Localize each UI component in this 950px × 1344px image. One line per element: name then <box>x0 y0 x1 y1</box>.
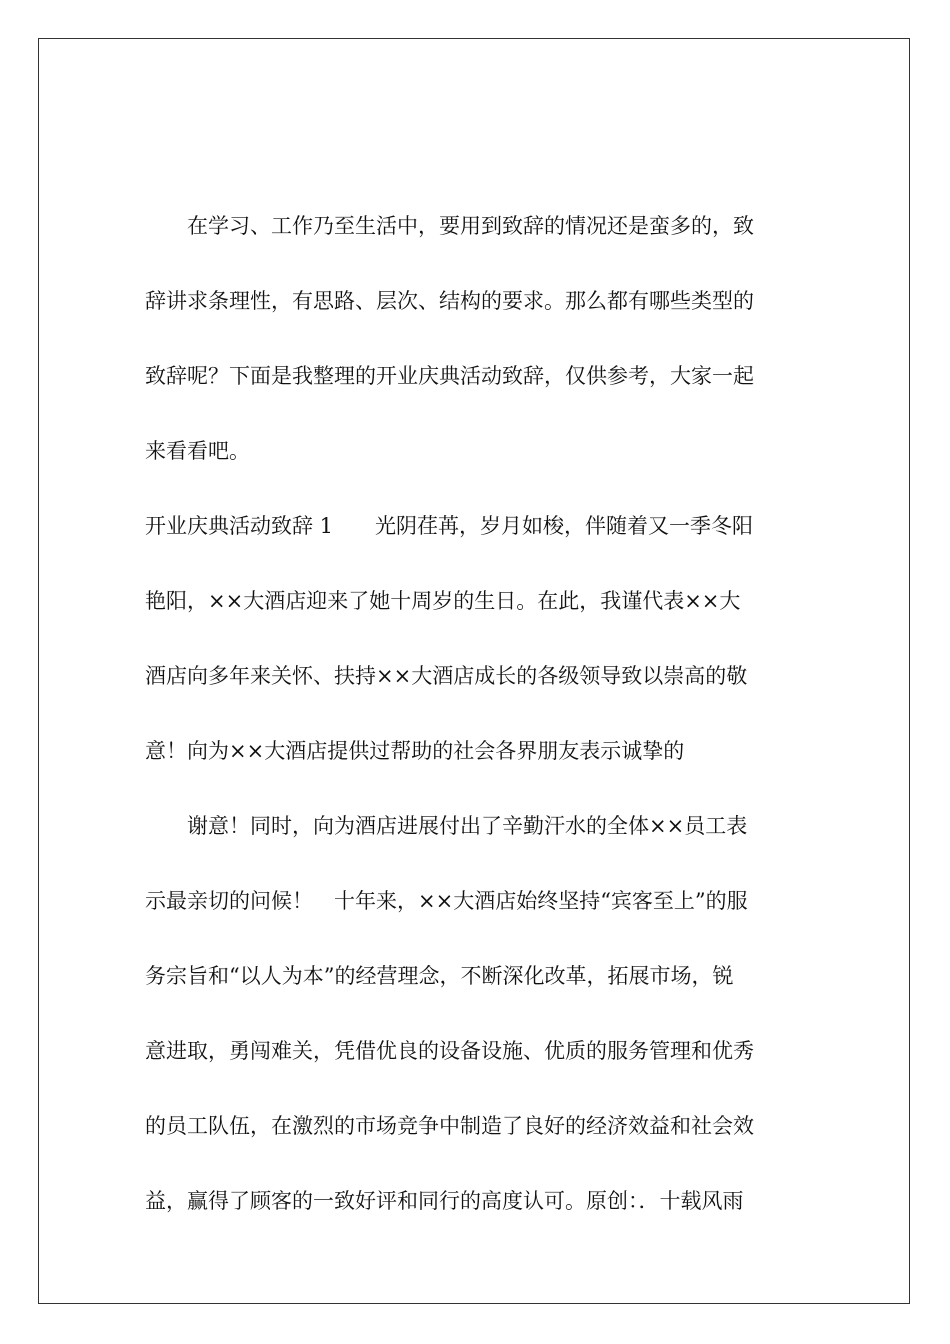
body-line-8: 的员工队伍，在激烈的市场竞争中制造了良好的经济效益和社会效 <box>145 1114 754 1138</box>
intro-line-4: 来看看吧。 <box>145 439 250 463</box>
body-line-3: 意！向为××大酒店提供过帮助的社会各界朋友表示诚挚的 <box>145 739 685 763</box>
intro-line-2: 辞讲求条理性，有思路、层次、结构的要求。那么都有哪些类型的 <box>145 289 754 313</box>
body-line-2: 酒店向多年来关怀、扶持××大酒店成长的各级领导致以崇高的敬 <box>145 664 748 688</box>
body-line-7: 意进取，勇闯难关，凭借优良的设备设施、优质的服务管理和优秀 <box>145 1039 754 1063</box>
intro-line-3: 致辞呢？下面是我整理的开业庆典活动致辞，仅供参考，大家一起 <box>145 364 754 388</box>
body-line-9: 益，赢得了顾客的一致好评和同行的高度认可。原创：．十载风雨 <box>145 1189 744 1213</box>
body-line-4: 谢意！同时，向为酒店进展付出了辛勤汗水的全体××员工表 <box>187 814 748 838</box>
section-heading-line: 开业庆典活动致辞 1 光阴荏苒，岁月如梭，伴随着又一季冬阳 <box>145 514 754 538</box>
body-line-5: 示最亲切的问候！ 十年来，××大酒店始终坚持“宾客至上”的服 <box>145 889 748 913</box>
body-line-6: 务宗旨和“以人为本”的经营理念，不断深化改革，拓展市场，锐 <box>145 964 734 988</box>
body-line-1: 艳阳，××大酒店迎来了她十周岁的生日。在此，我谨代表××大 <box>145 589 741 613</box>
intro-line-1: 在学习、工作乃至生活中，要用到致辞的情况还是蛮多的，致 <box>187 214 754 238</box>
